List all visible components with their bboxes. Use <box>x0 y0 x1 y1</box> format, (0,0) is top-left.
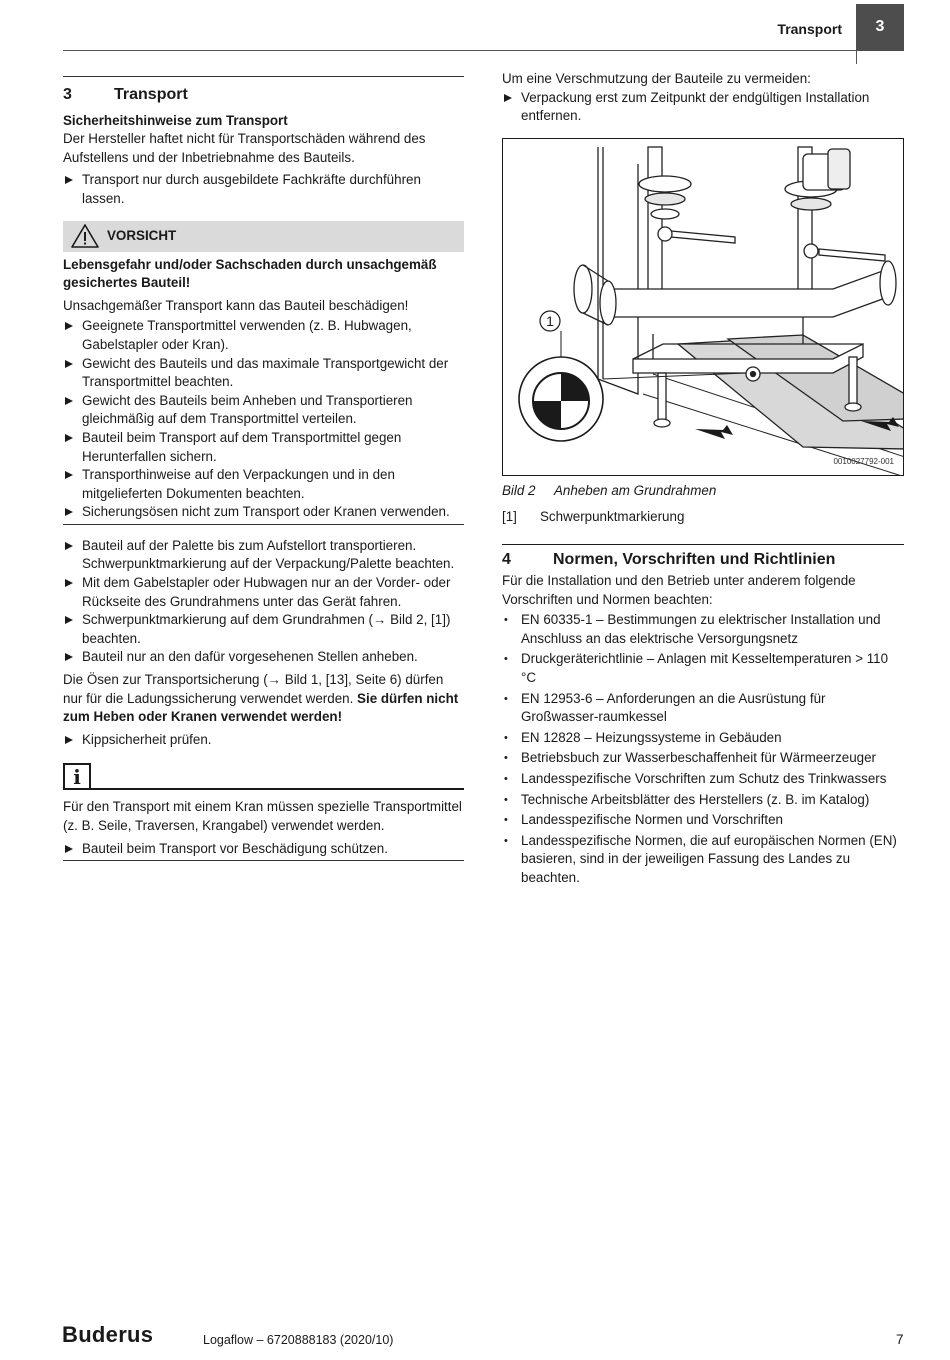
left-column <box>63 76 464 861</box>
transport-step: Mit dem Gabelstapler oder Hubwagen nur an der Vorder- oder Rückseite des Grundrahmens unter das Gerät fahren. <box>63 574 464 611</box>
lifting-frame-illustration <box>503 139 904 476</box>
info-icon: i <box>63 763 91 790</box>
figure-callout-label: 1 <box>546 312 554 329</box>
figure-lifting-frame <box>502 138 904 476</box>
figure-legend <box>502 508 904 527</box>
figure-id: 0010027792-001 <box>833 457 894 467</box>
info-end-rule <box>63 860 464 861</box>
norm-item: • Betriebsbuch zur Wasserbeschaffenheit für Wärmeerzeuger <box>502 749 904 768</box>
legend-text: Schwerpunktmarkierung <box>540 509 685 525</box>
section-number: 4 <box>502 551 511 569</box>
page-number: 7 <box>896 1332 904 1347</box>
caption-number: Bild 2 <box>502 482 536 498</box>
transport-step: Bauteil auf der Palette bis zum Aufstellort transportieren. Schwerpunktmarkierung auf der Verpackung/Palette beachten. <box>63 537 464 574</box>
warning-steps <box>63 317 464 522</box>
info-text: Für den Transport mit einem Kran müssen spezielle Transportmittel (z. B. Seile, Traversen, Krangabel) verwendet werden. <box>63 799 462 833</box>
tilt-step: Kippsicherheit prüfen. <box>63 731 464 750</box>
intro-step: Verpackung erst zum Zeitpunkt der endgültigen Installation entfernen. <box>502 89 904 126</box>
norm-item: • Landesspezifische Normen und Vorschriften <box>502 811 904 830</box>
warning-step: Geeignete Transportmittel verwenden (z. B. Hubwagen, Gabelstapler oder Kran). <box>63 317 464 354</box>
norm-item: • Technische Arbeitsblätter des Herstellers (z. B. im Katalog) <box>502 791 904 810</box>
legend-key: [1] <box>502 509 517 525</box>
warning-label: VORSICHT <box>107 227 177 243</box>
safety-step: Transport nur durch ausgebildete Fachkräfte durchführen lassen. <box>63 171 464 208</box>
norms-intro: Für die Installation und den Betrieb unter anderem folgende Vorschriften und Normen beachten: <box>502 573 856 607</box>
safety-text: Der Hersteller haftet nicht für Transportschäden während des Aufstellens und der Inbetriebnahme des Bauteils. <box>63 131 426 165</box>
brand-logo: Buderus <box>62 1322 154 1347</box>
figure-caption <box>502 482 904 501</box>
warning-step: Sicherungsösen nicht zum Transport oder Kranen verwenden. <box>63 503 464 522</box>
warning-step: Gewicht des Bauteils und das maximale Transportgewicht der Transportmittel beachten. <box>63 355 464 392</box>
norm-item: • EN 60335-1 – Bestimmungen zu elektrischer Installation und Anschluss an das elektrische Versorgungsnetz <box>502 611 904 648</box>
transport-step: Bauteil nur an den dafür vorgesehenen Stellen anheben. <box>63 648 464 667</box>
section-heading-3 <box>63 77 464 112</box>
transport-steps <box>63 537 464 667</box>
section-heading-4 <box>502 545 904 572</box>
running-header-title: Transport <box>777 21 842 37</box>
section-title: Transport <box>114 86 188 103</box>
header-rule <box>63 50 856 51</box>
warning-text: Unsachgemäßer Transport kann das Bauteil beschädigen! <box>63 297 409 313</box>
footer-document-id: Logaflow – 6720888183 (2020/10) <box>203 1333 394 1347</box>
norm-item: • Druckgeräterichtlinie – Anlagen mit Kesseltemperaturen > 110 °C <box>502 650 904 687</box>
warning-triangle-icon <box>63 223 107 249</box>
norm-item: • Landesspezifische Normen, die auf europäischen Normen (EN) basieren, sind in der jeweiligen Fassung des Landes zu beachten. <box>502 832 904 888</box>
chapter-tab: 3 <box>856 4 904 51</box>
right-column <box>502 70 904 888</box>
norm-item: • EN 12828 – Heizungssysteme in Gebäuden <box>502 729 904 748</box>
warning-step: Transporthinweise auf den Verpackungen und in den mitgelieferten Dokumenten beachten. <box>63 466 464 503</box>
info-step: Bauteil beim Transport vor Beschädigung schützen. <box>63 840 464 859</box>
section-number: 3 <box>63 86 72 103</box>
intro-text: Um eine Verschmutzung der Bauteile zu vermeiden: <box>502 71 811 86</box>
warning-end-rule <box>63 524 464 525</box>
eyelet-text: Die Ösen zur Transportsicherung (→ Bild 1, [13], Seite 6) dürfen nur für die Ladungssicherung verwendet werden. <box>63 672 444 706</box>
info-banner <box>63 763 464 790</box>
warning-headline: Lebensgefahr und/oder Sachschaden durch unsachgemäß gesichertes Bauteil! <box>63 256 437 291</box>
norm-item: • Landesspezifische Vorschriften zum Schutz des Trinkwassers <box>502 770 904 789</box>
safety-heading: Sicherheitshinweise zum Transport <box>63 112 288 128</box>
info-rule <box>91 788 464 790</box>
header-tick <box>856 51 857 64</box>
warning-step: Gewicht des Bauteils beim Anheben und Transportieren gleichmäßig auf dem Transportmittel verteilen. <box>63 392 464 429</box>
caption-text: Anheben am Grundrahmen <box>554 482 717 498</box>
section-title: Normen, Vorschriften und Richtlinien <box>553 551 836 569</box>
transport-step: Schwerpunktmarkierung auf dem Grundrahmen (→ Bild 2, [1]) beachten. <box>63 611 464 648</box>
norm-item: • EN 12953-6 – Anforderungen an die Ausrüstung für Großwasser-raumkessel <box>502 690 904 727</box>
eyelet-bold-text: Sie dürfen nicht zum Heben oder Kranen verwendet werden! <box>63 690 459 725</box>
warning-step: Bauteil beim Transport auf dem Transportmittel gegen Herunterfallen sichern. <box>63 429 464 466</box>
norms-list <box>502 611 904 887</box>
eyelet-paragraph <box>63 671 464 727</box>
warning-banner <box>63 221 464 252</box>
